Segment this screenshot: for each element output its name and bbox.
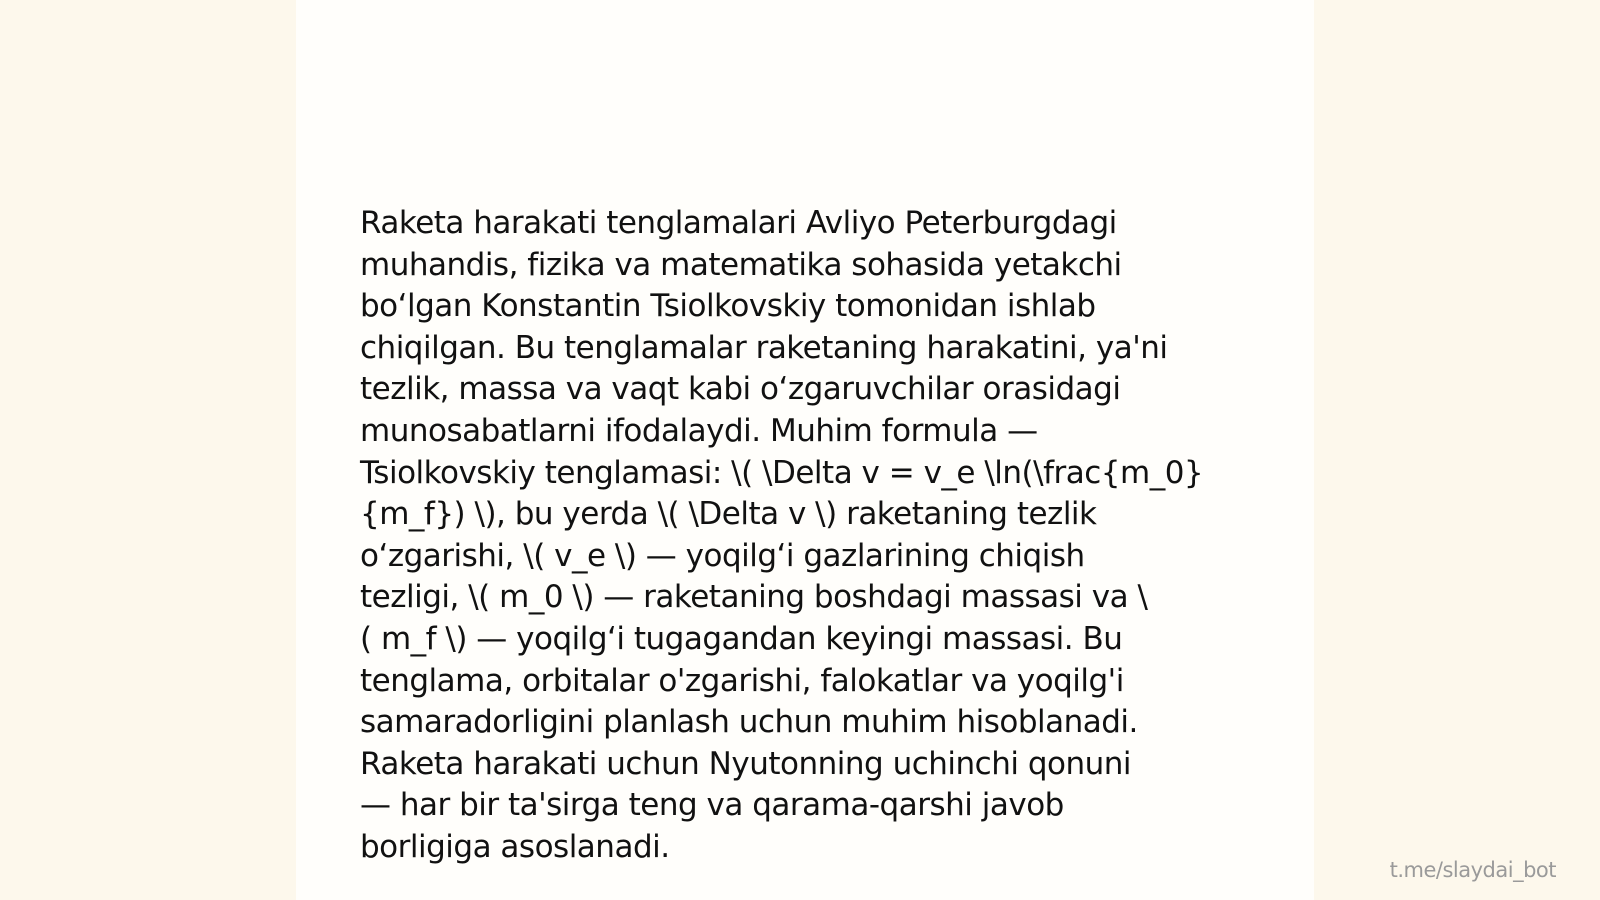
text-line: borligiga asoslanadi.	[360, 828, 670, 865]
text-line: Raketa harakati uchun Nyutonning uchinchi qonuni	[360, 745, 1132, 782]
text-line: tenglama, orbitalar o'zgarishi, falokatlar va yoqilg'i	[360, 662, 1124, 699]
text-line: o‘zgarishi, \( v_e \) — yoqilg‘i gazlarining chiqish	[360, 537, 1085, 574]
watermark: t.me/slaydai_bot	[1389, 858, 1556, 882]
text-line: ( m_f \) — yoqilg‘i tugagandan keyingi massasi. Bu	[360, 620, 1123, 657]
text-line: bo‘lgan Konstantin Tsiolkovskiy tomonidan ishlab	[360, 288, 1096, 325]
text-line: samaradorligini planlash uchun muhim hisoblanadi.	[360, 704, 1138, 741]
slide-body-text	[360, 203, 1260, 869]
text-line: — har bir ta'sirga teng va qarama-qarshi javob	[360, 787, 1064, 824]
text-line: tezlik, massa va vaqt kabi o‘zgaruvchilar orasidagi	[360, 371, 1121, 408]
text-line: munosabatlarni ifodalaydi. Muhim formula —	[360, 412, 1038, 449]
text-line: Tsiolkovskiy tenglamasi: \( \Delta v = v_e \ln(\frac{m_0}	[360, 454, 1204, 491]
text-line: Raketa harakati tenglamalari Avliyo Peterburgdagi	[360, 205, 1117, 241]
text-line: tezligi, \( m_0 \) — raketaning boshdagi massasi va \	[360, 579, 1148, 616]
text-line: muhandis, fizika va matematika sohasida yetakchi	[360, 246, 1122, 283]
text-line: chiqilgan. Bu tenglamalar raketaning harakatini, ya'ni	[360, 329, 1168, 366]
text-line: {m_f}) \), bu yerda \( \Delta v \) raketaning tezlik	[360, 496, 1097, 533]
